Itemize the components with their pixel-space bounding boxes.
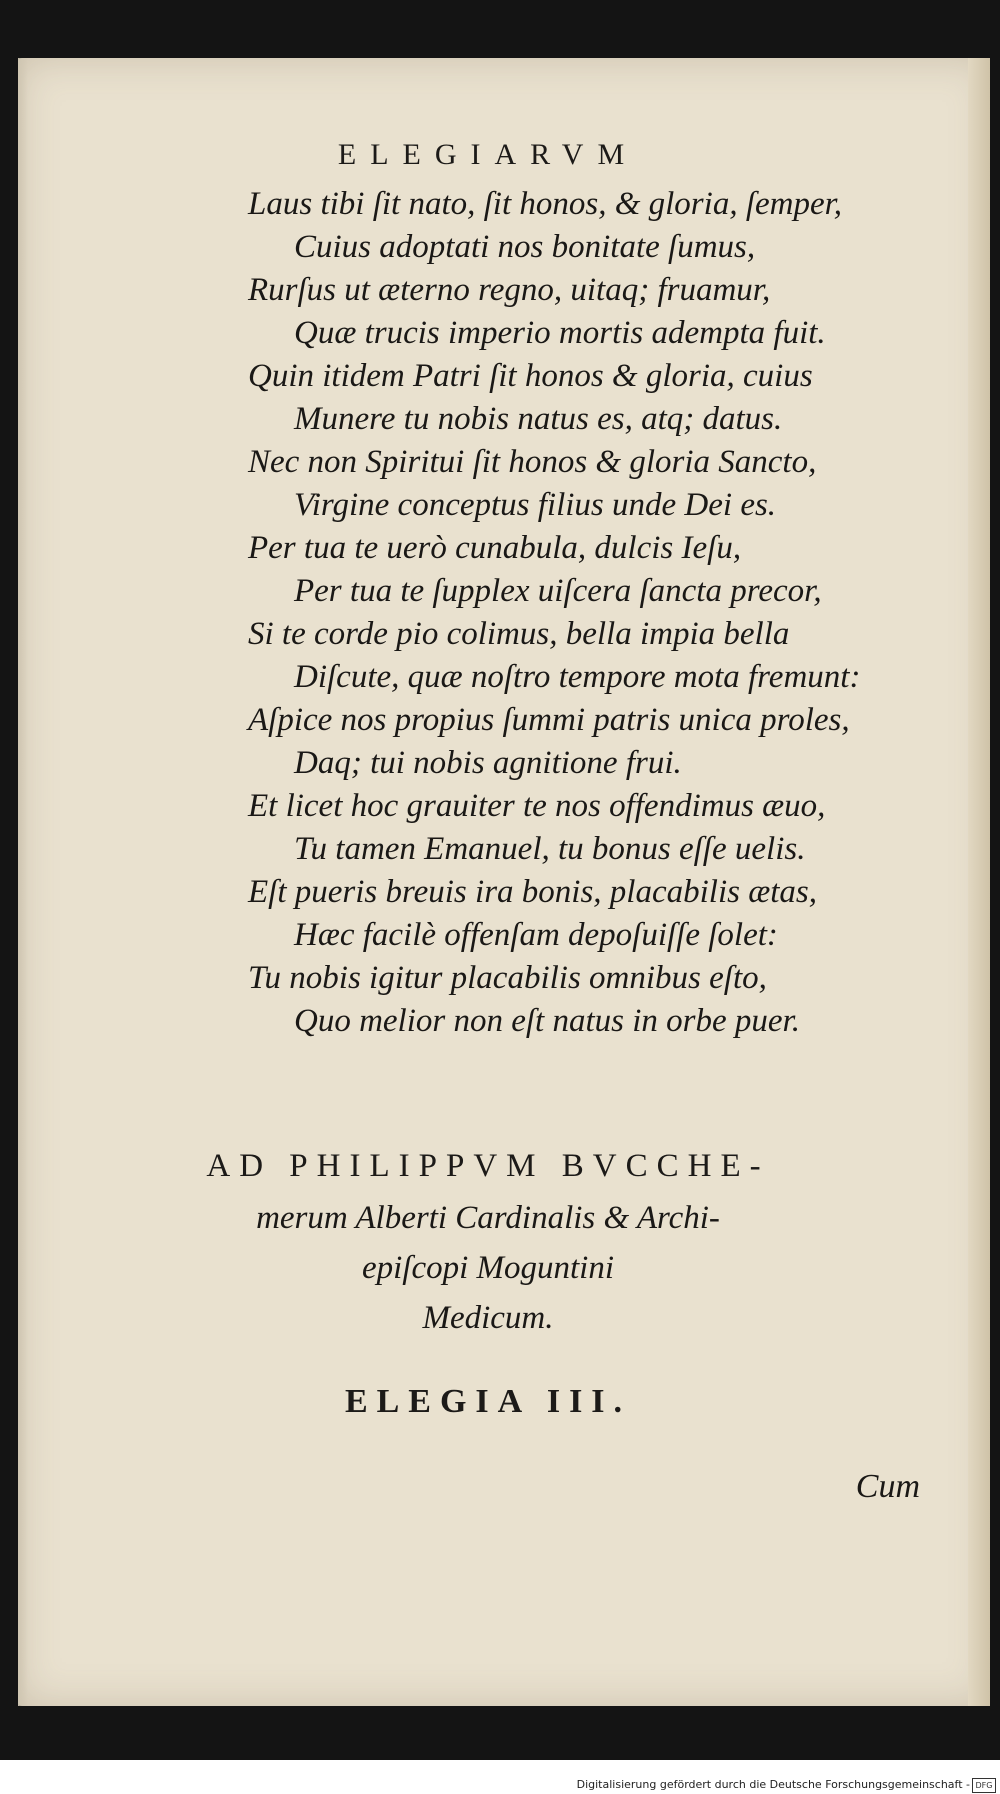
verse-line: Tu nobis igitur placabilis omnibus eſto, [248,960,767,996]
dedication-line-3: epiſcopi Moguntini [361,1250,615,1286]
dedication-line-4: Medicum. [422,1300,554,1336]
running-head: ELEGIARVM [337,138,639,171]
verse-line: Cuius adoptati nos bonitate ſumus, [294,229,756,265]
verse-line: Aſpice nos propius ſummi patris unica proles, [248,702,850,738]
verse-block [248,183,948,1043]
verse-line: Rurſus ut æterno regno, uitaq; fruamur, [248,272,771,308]
verse-line: Quæ trucis imperio mortis adempta fuit. [294,315,826,351]
verse-line: Et licet hoc grauiter te nos offendimus æuo, [248,788,826,824]
footer-bar [0,1776,1000,1794]
verse-line: Munere tu nobis natus es, atq; datus. [294,401,783,437]
page-edge [968,58,990,1706]
verse-line: Eſt pueris breuis ira bonis, placabilis ætas, [248,874,817,910]
dedication-line-2: merum Alberti Cardinalis & Archi- [256,1200,720,1236]
verse-line: Quin itidem Patri ſit honos & gloria, cuius [248,358,813,394]
dfg-logo: DFG [972,1778,996,1793]
verse-line: Virgine conceptus filius unde Dei es. [294,487,777,523]
verse-line: Daq; tui nobis agnitione frui. [294,745,682,781]
elegia-number: ELEGIA III. [344,1383,632,1420]
book-page [18,58,990,1706]
verse-line: Hæc facilè offenſam depoſuiſſe ſolet: [294,917,778,953]
gutter-shadow [18,58,28,1706]
verse-line: Tu tamen Emanuel, tu bonus eſſe uelis. [294,831,806,867]
verse-line: Per tua te uerò cunabula, dulcis Ieſu, [248,530,742,566]
dedication-heading: AD PHILIPPVM BVCCHE- [206,1148,770,1184]
verse-line: Diſcute, quæ noſtro tempore mota fremunt: [294,659,861,695]
verse-line: Laus tibi ſit nato, ſit honos, & gloria, ſemper, [248,186,843,222]
verse-line: Nec non Spiritui ſit honos & gloria Sancto, [248,444,817,480]
verse-line: Si te corde pio colimus, bella impia bella [248,616,790,652]
funding-notice: Digitalisierung gefördert durch die Deutsche Forschungsgemeinschaft - [576,1778,970,1791]
catchword: Cum [855,1468,920,1505]
verse-line: Quo melior non eſt natus in orbe puer. [294,1003,800,1039]
verse-line: Per tua te ſupplex uiſcera ſancta precor, [294,573,822,609]
